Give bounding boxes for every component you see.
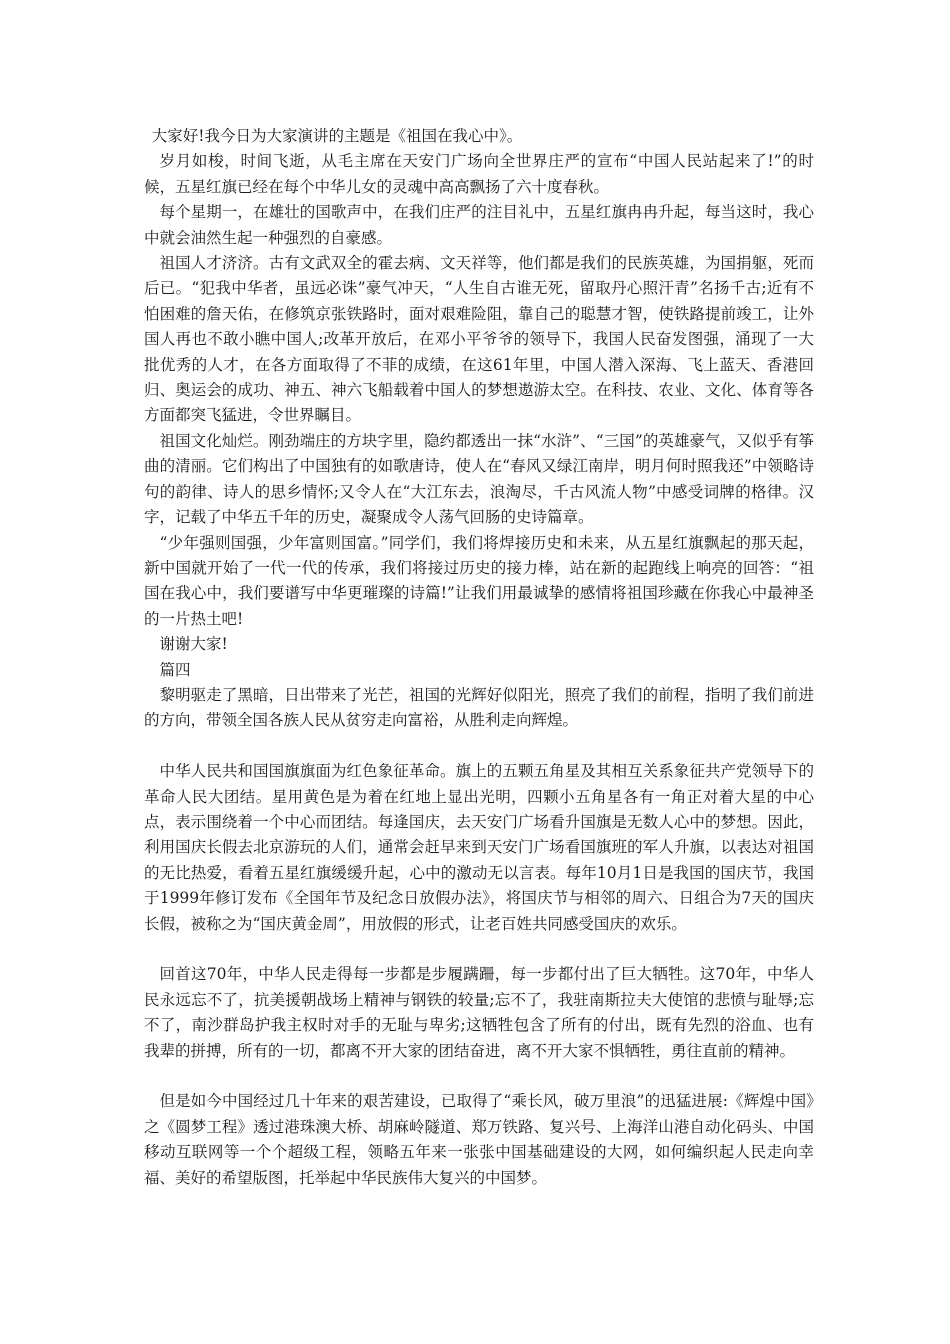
document-body (144, 124, 814, 1191)
paragraph-construction: 但是如今中国经过几十年来的艰苦建设，已取得了“乘长风，破万里浪”的迅猛进展:《辉煌中国》之《圆梦工程》透过港珠澳大桥、胡麻岭隧道、郑万铁路、复兴号、上海洋山港自动化码头、中国移动互联网等一个个超级工程，领略五年来一张张中国基础建设的大网，如何编织起人民走向幸福、美好的希望版图，托举起中华民族伟大复兴的中国梦。 (144, 1092, 814, 1187)
paragraph-youth: “少年强则国强，少年富则国富。”同学们，我们将焊接历史和未来，从五星红旗飘起的那天起，新中国就开始了一代一代的传承，我们将接过历史的接力棒，站在新的起跑线上响亮的回答：“祖国在我心中，我们要谱写中华更璀璨的诗篇!”让我们用最诚挚的感情将祖国珍藏在你我心中最神圣的一片热土吧! (144, 533, 814, 628)
paragraph-flag-raising: 每个星期一，在雄壮的国歌声中，在我们庄严的注目礼中，五星红旗冉冉升起，每当这时，我心中就会油然生起一种强烈的自豪感。 (144, 203, 814, 247)
section-heading: 篇四 (159, 660, 191, 679)
paragraph-spacer (144, 937, 814, 962)
paragraph-dawn: 黎明驱走了黑暗，日出带来了光芒，祖国的光辉好似阳光，照亮了我们的前程，指明了我们前进的方向，带领全国各族人民从贫穷走向富裕，从胜利走向辉煌。 (144, 685, 814, 730)
paragraph-talents: 祖国人才济济。古有文武双全的霍去病、文天祥等，他们都是我们的民族英雄，为国捐躯，死而后已。“犯我中华者，虽远必诛”豪气冲天，“人生自古谁无死，留取丹心照汗青”名扬千古;近有不怕困难的詹天佑，在修筑京张铁路时，面对艰难险阻，靠自己的聪慧才智，使铁路提前竣工，让外国人再也不敢小瞧中国人;改革开放后，在邓小平爷爷的领导下，我国人民奋发图强，涌现了一大批优秀的人才，在各方面取得了不菲的成绩，在这61年里，中国人潜入深海、飞上蓝天、香港回归、奥运会的成功、神五、神六飞船载着中国人的梦想遨游太空。在科技、农业、文化、体育等各方面都突飞猛进，令世界瞩目。 (144, 254, 814, 425)
paragraph-thanks: 谢谢大家! (159, 635, 228, 654)
paragraph-70-years: 回首这70年，中华人民走得每一步都是步履蹒跚，每一步都付出了巨大牺牲。这70年，中华人民永远忘不了，抗美援朝战场上精神与钢铁的较量;忘不了，我驻南斯拉夫大使馆的悲愤与耻辱;忘不了，南沙群岛护我主权时对手的无耻与卑劣;这牺牲包含了所有的付出，既有先烈的浴血、也有我辈的拼搏，所有的一切，都离不开大家的团结奋进，离不开大家不惧牺牲，勇往直前的精神。 (144, 965, 814, 1060)
paragraph-national-flag: 中华人民共和国国旗旗面为红色象征革命。旗上的五颗五角星及其相互关系象征共产党领导下的革命人民大团结。星用黄色是为着在红地上显出光明，四颗小五角星各有一角正对着大星的中心点，表示围绕着一个中心而团结。每逢国庆，去天安门广场看升国旗是无数人心中的梦想。因此，利用国庆长假去北京游玩的人们，通常会赶早来到天安门广场看国旗班的军人升旗，以表达对祖国的无比热爱，看着五星红旗缓缓升起，心中的激动无以言表。每年10月1日是我国的国庆节，我国于1999年修订发布《全国年节及纪念日放假办法》，将国庆节与相邻的周六、日组合为7天的国庆长假，被称之为“国庆黄金周”，用放假的形式，让老百姓共同感受国庆的欢乐。 (144, 762, 814, 933)
paragraph-spacer (144, 1064, 814, 1089)
paragraph-spacer (144, 734, 814, 759)
paragraph-time-flies: 岁月如梭，时间飞逝，从毛主席在天安门广场向全世界庄严的宣布“中国人民站起来了!”的时候，五星红旗已经在每个中华儿女的灵魂中高高飘扬了六十度春秋。 (144, 152, 814, 196)
paragraph-culture: 祖国文化灿烂。刚劲端庄的方块字里，隐约都透出一抹“水浒”、“三国”的英雄豪气，又似乎有筝曲的清丽。它们构出了中国独有的如歌唐诗，使人在“春风又绿江南岸，明月何时照我还”中领略诗句的韵律、诗人的思乡情怀;又令人在“大江东去，浪淘尽，千古风流人物”中感受词牌的格律。汉字，记载了中华五千年的历史，凝聚成令人荡气回肠的史诗篇章。 (144, 431, 814, 527)
paragraph-greeting: 大家好!我今日为大家演讲的主题是《祖国在我心中》。 (151, 127, 523, 145)
